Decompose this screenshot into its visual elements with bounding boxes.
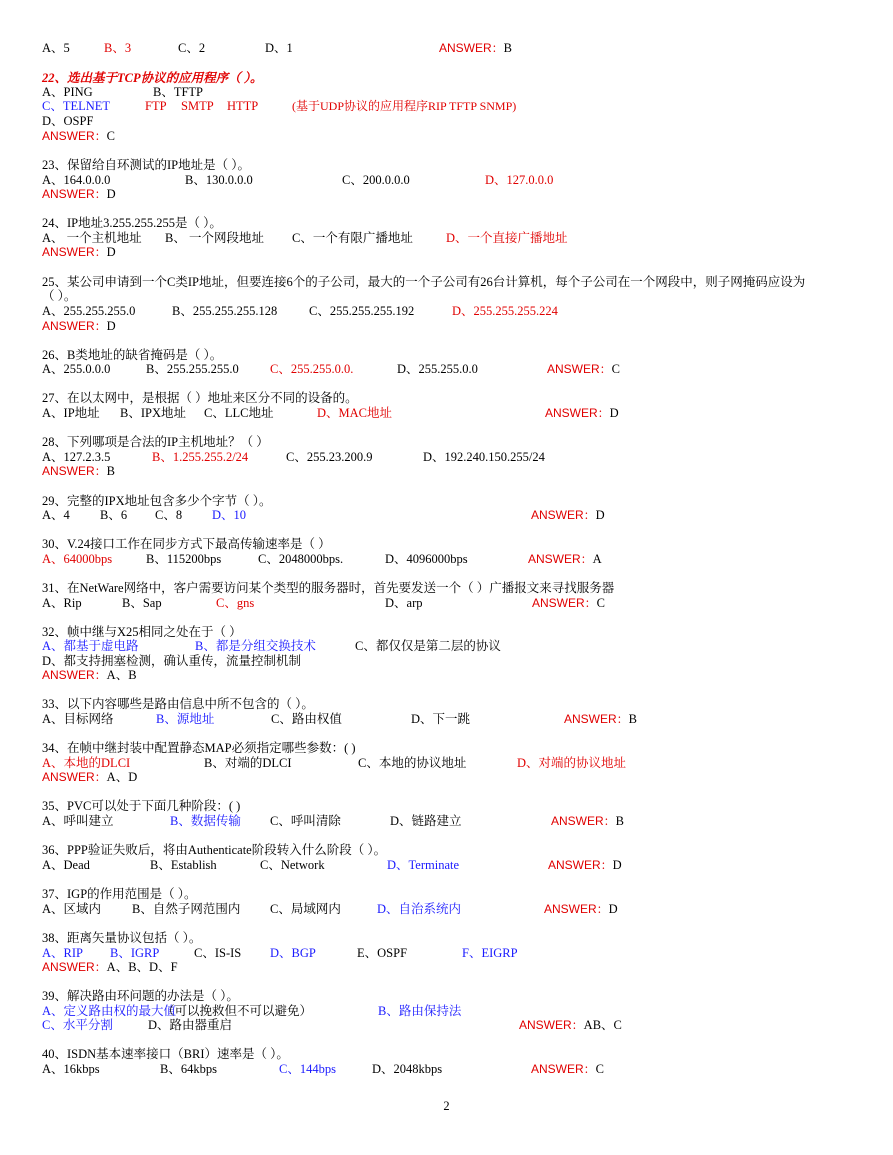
q28-option-d: D、192.240.150.255/24 <box>423 450 545 464</box>
q29-option-c: C、8 <box>155 508 183 522</box>
q26-option-d: D、255.255.0.0 <box>397 362 478 376</box>
q24-question: 24、IP地址3.255.255.255是（ ）。 <box>42 216 222 230</box>
q40-option-b: B、64kbps <box>160 1062 217 1076</box>
q29-question: 29、完整的IPX地址包含多少个字节（ ）。 <box>42 494 272 508</box>
q27-option-c: C、LLC地址 <box>204 406 274 420</box>
q26-answer: ANSWER：C <box>547 362 621 376</box>
q30-option-c: C、2048000bps. <box>258 552 344 566</box>
q22-note: (基于UDP协议的应用程序RIP TFTP SNMP) <box>292 99 517 113</box>
q40-answer: ANSWER：C <box>531 1062 605 1076</box>
q36-answer: ANSWER：D <box>548 858 622 872</box>
q31-option-d: D、arp <box>385 596 423 610</box>
q33-option-c: C、路由权值 <box>271 712 342 726</box>
q34-option-c: C、本地的协议地址 <box>358 756 467 770</box>
q22-extra-http: HTTP <box>227 99 259 113</box>
q25-option-b: B、255.255.255.128 <box>172 304 278 318</box>
q22-question: 22、选出基于TCP协议的应用程序（ ）。 <box>42 71 263 85</box>
q30-option-a: A、64000bps <box>42 552 113 566</box>
q37-option-b: B、自然子网范围内 <box>132 902 241 916</box>
q25-option-a: A、255.255.255.0 <box>42 304 136 318</box>
q32-option-a: A、都基于虚电路 <box>42 639 139 653</box>
q21-answer: ANSWER：B <box>439 41 513 55</box>
q32-question: 32、帧中继与X25相同之处在于（ ） <box>42 625 242 639</box>
q32-option-c: C、都仅仅是第二层的协议 <box>355 639 501 653</box>
q30-option-d: D、4096000bps <box>385 552 468 566</box>
q38-option-c: C、IS-IS <box>194 946 242 960</box>
q40-option-c: C、144bps <box>279 1062 336 1076</box>
q23-option-c: C、200.0.0.0 <box>342 173 410 187</box>
q28-option-a: A、127.2.3.5 <box>42 450 111 464</box>
q29-answer: ANSWER：D <box>531 508 605 522</box>
q35-option-b: B、数据传输 <box>170 814 241 828</box>
q32-option-b: B、都是分组交换技术 <box>195 639 316 653</box>
q34-option-a: A、本地的DLCI <box>42 756 131 770</box>
q33-question: 33、以下内容哪些是路由信息中所不包含的（ ）。 <box>42 697 314 711</box>
q26-question: 26、B类地址的缺省掩码是（ ）。 <box>42 348 223 362</box>
q22-extra-smtp: SMTP <box>181 99 214 113</box>
q27-option-a: A、IP地址 <box>42 406 100 420</box>
q37-option-d: D、自治系统内 <box>377 902 462 916</box>
q33-option-d: D、下一跳 <box>411 712 471 726</box>
q28-answer: ANSWER：B <box>42 464 116 478</box>
q29-option-d: D、10 <box>212 508 247 522</box>
q36-option-b: B、Establish <box>150 858 217 872</box>
q36-option-d: D、Terminate <box>387 858 460 872</box>
q27-option-b: B、IPX地址 <box>120 406 186 420</box>
q31-option-b: B、Sap <box>122 596 162 610</box>
q23-option-b: B、130.0.0.0 <box>185 173 253 187</box>
q35-option-c: C、呼叫清除 <box>270 814 341 828</box>
q21-option-c: C、2 <box>178 41 206 55</box>
q37-option-c: C、局域网内 <box>270 902 341 916</box>
q33-option-a: A、目标网络 <box>42 712 114 726</box>
q35-question: 35、PVC可以处于下面几种阶段：( ) <box>42 799 241 813</box>
q31-option-c: C、gns <box>216 596 255 610</box>
q38-question: 38、距离矢量协议包括（ ）。 <box>42 931 202 945</box>
q22-extra-ftp: FTP <box>145 99 167 113</box>
q35-option-d: D、链路建立 <box>390 814 462 828</box>
q26-option-b: B、255.255.255.0 <box>146 362 239 376</box>
q37-answer: ANSWER：D <box>544 902 618 916</box>
q40-option-d: D、2048kbps <box>372 1062 443 1076</box>
q35-answer: ANSWER：B <box>551 814 625 828</box>
q25-answer: ANSWER：D <box>42 319 116 333</box>
q38-option-d: D、BGP <box>270 946 316 960</box>
q25-question-cont: （ ）。 <box>42 289 77 303</box>
q24-option-c: C、一个有限广播地址 <box>292 231 413 245</box>
q27-question: 27、在以太网中，是根据（ ）地址来区分不同的设备的。 <box>42 391 358 405</box>
q38-answer: ANSWER：A、B、D、F <box>42 960 178 974</box>
q25-option-c: C、255.255.255.192 <box>309 304 415 318</box>
q36-option-c: C、Network <box>260 858 325 872</box>
q22-answer: ANSWER：C <box>42 129 116 143</box>
q26-option-a: A、255.0.0.0 <box>42 362 111 376</box>
q34-option-b: B、对端的DLCI <box>204 756 292 770</box>
q31-option-a: A、Rip <box>42 596 82 610</box>
q25-option-d: D、255.255.255.224 <box>452 304 558 318</box>
q37-option-a: A、区域内 <box>42 902 102 916</box>
q39-question: 39、解决路由环问题的办法是（ ）。 <box>42 989 239 1003</box>
q30-question: 30、V.24接口工作在同步方式下最高传输速率是（ ） <box>42 537 331 551</box>
q22-option-d: D、OSPF <box>42 114 94 128</box>
q34-option-d: D、对端的协议地址 <box>517 756 627 770</box>
q39-option-a: A、定义路由权的最大值 <box>42 1004 177 1018</box>
q23-answer: ANSWER：D <box>42 187 116 201</box>
q32-option-d: D、都支持拥塞检测，确认重传，流量控制机制 <box>42 654 302 668</box>
q24-option-a: A、 一个主机地址 <box>42 231 142 245</box>
q34-question: 34、在帧中继封装中配置静态MAP必须指定哪些参数：( ) <box>42 741 356 755</box>
q40-question: 40、ISDN基本速率接口（BRI）速率是（ ）。 <box>42 1047 289 1061</box>
q38-option-e: E、OSPF <box>357 946 408 960</box>
q35-option-a: A、呼叫建立 <box>42 814 114 828</box>
q36-option-a: A、Dead <box>42 858 90 872</box>
q37-question: 37、IGP的作用范围是（ ）。 <box>42 887 197 901</box>
q27-answer: ANSWER：D <box>545 406 619 420</box>
q22-option-c: C、TELNET <box>42 99 111 113</box>
q21-option-a: A、5 <box>42 41 70 55</box>
q39-option-d: D、路由器重启 <box>148 1018 233 1032</box>
q33-option-b: B、源地址 <box>156 712 215 726</box>
q22-option-a: A、PING <box>42 85 93 99</box>
q28-question: 28、下列哪项是合法的IP主机地址？（ ） <box>42 435 269 449</box>
q30-answer: ANSWER：A <box>528 552 602 566</box>
q40-option-a: A、16kbps <box>42 1062 100 1076</box>
q28-option-b: B、1.255.255.2/24 <box>152 450 249 464</box>
q23-option-d: D、127.0.0.0 <box>485 173 554 187</box>
q32-answer: ANSWER：A、B <box>42 668 137 682</box>
page-number: 2 <box>443 1099 450 1113</box>
q26-option-c: C、255.255.0.0. <box>270 362 354 376</box>
q27-option-d: D、MAC地址 <box>317 406 393 420</box>
q21-option-b: B、3 <box>104 41 132 55</box>
q25-question: 25、某公司申请到一个C类IP地址，但要连接6个的子公司，最大的一个子公司有26台计算机，每个子公司在一个网段中，则子网掩码应设为 <box>42 275 806 289</box>
q28-option-c: C、255.23.200.9 <box>286 450 373 464</box>
q39-option-a-note: （可以挽救但不可以避免） <box>162 1004 313 1018</box>
q23-question: 23、保留给自环测试的IP地址是（ ）。 <box>42 158 250 172</box>
q38-option-a: A、RIP <box>42 946 83 960</box>
q34-answer: ANSWER：A、D <box>42 770 138 784</box>
q33-answer: ANSWER：B <box>564 712 638 726</box>
q29-option-b: B、6 <box>100 508 128 522</box>
q39-answer: ANSWER：AB、C <box>519 1018 622 1032</box>
q38-option-b: B、IGRP <box>110 946 160 960</box>
q21-option-d: D、1 <box>265 41 293 55</box>
q29-option-a: A、4 <box>42 508 70 522</box>
q22-option-b: B、TFTP <box>153 85 204 99</box>
q39-option-b: B、路由保持法 <box>378 1004 462 1018</box>
q36-question: 36、PPP验证失败后，将由Authenticate阶段转入什么阶段（ ）。 <box>42 843 387 857</box>
q39-option-c: C、水平分割 <box>42 1018 113 1032</box>
q24-option-b: B、 一个网段地址 <box>165 231 264 245</box>
q30-option-b: B、115200bps <box>146 552 222 566</box>
q31-answer: ANSWER：C <box>532 596 606 610</box>
q31-question: 31、在NetWare网络中，客户需要访问某个类型的服务器时，首先要发送一个（ ）广播报文来寻找服务器 <box>42 581 615 595</box>
q24-answer: ANSWER：D <box>42 245 116 259</box>
q24-option-d: D、一个直接广播地址 <box>446 231 568 245</box>
q23-option-a: A、164.0.0.0 <box>42 173 111 187</box>
q38-option-f: F、EIGRP <box>462 946 518 960</box>
